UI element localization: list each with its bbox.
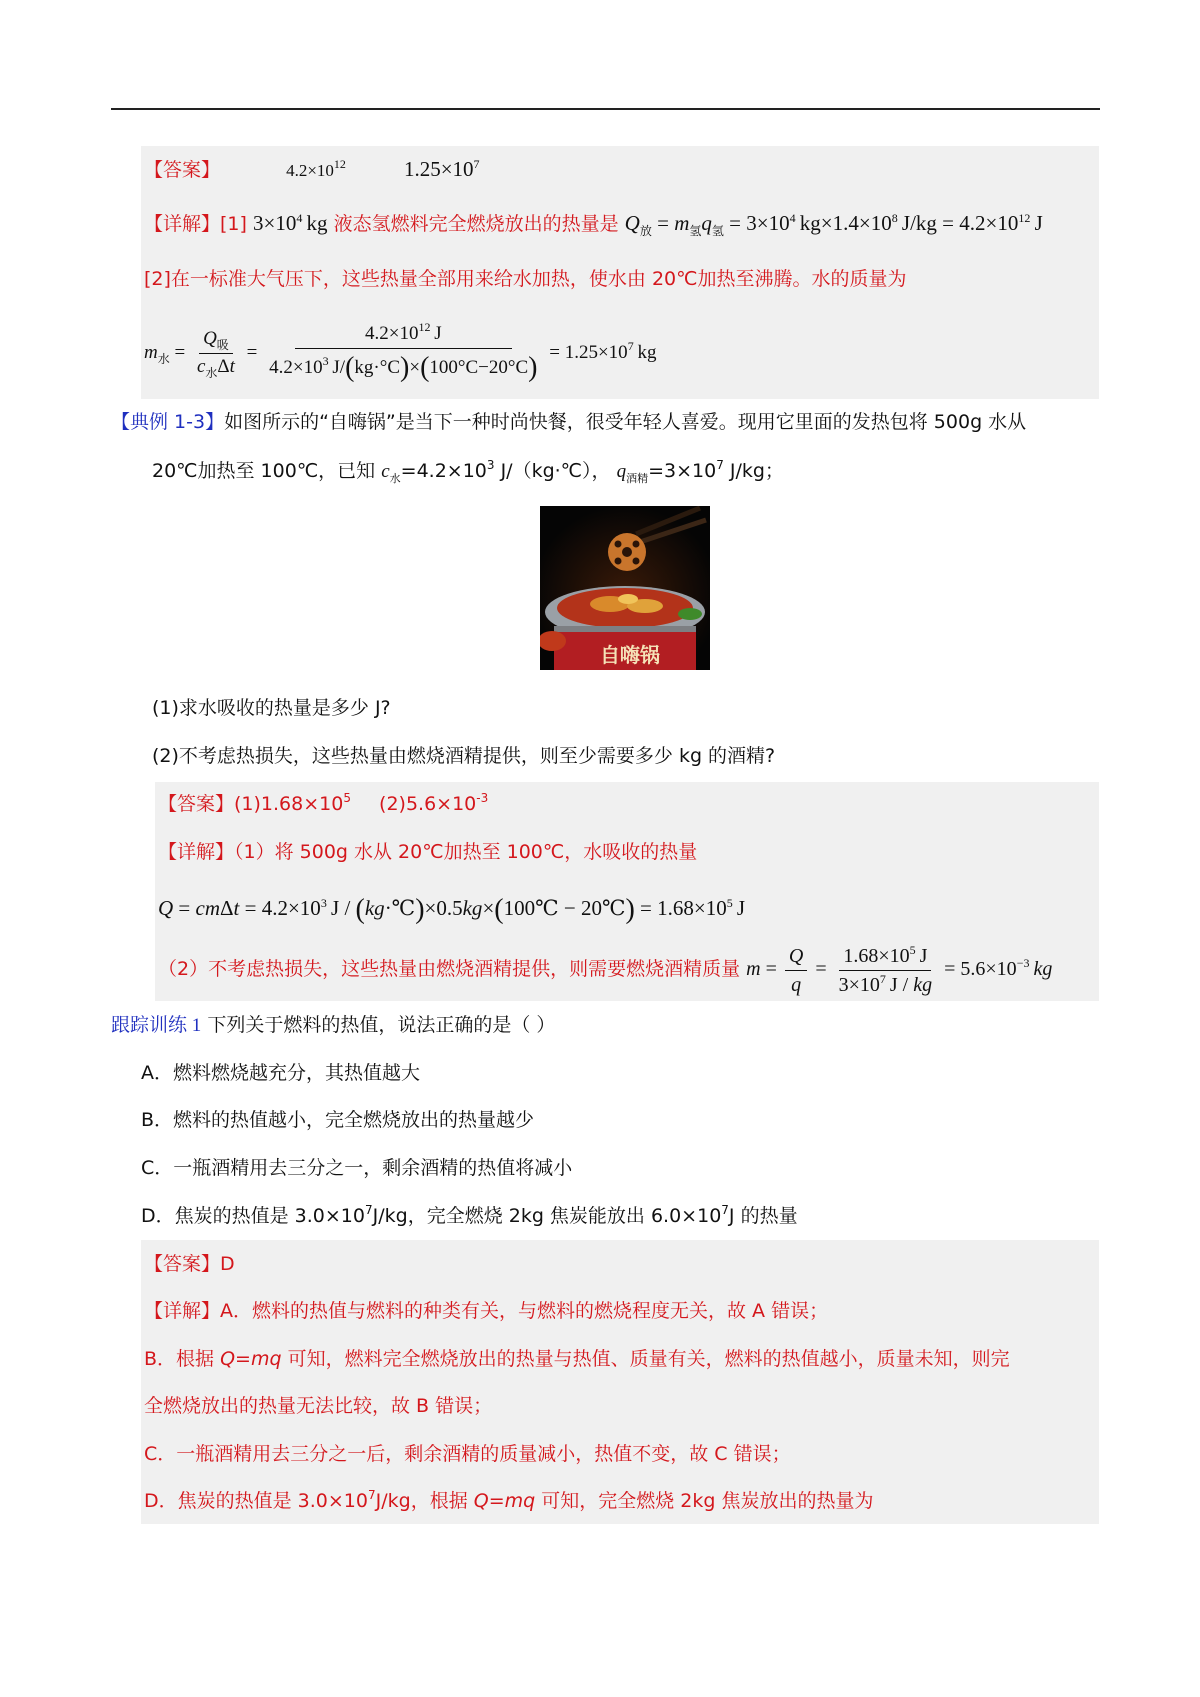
detail-3-b1: B．根据 Q=mq 可知，燃料完全燃烧放出的热量与热值、质量有关，燃料的热值越小，质量未知，则完 [144, 1348, 1010, 1370]
option-b: B．燃料的热值越小，完全燃烧放出的热量越少 [141, 1109, 535, 1131]
option-a: A．燃料燃烧越充分，其热值越大 [141, 1062, 420, 1084]
answer-line-2: 【答案】$(1)1.68\times 10^5$ $(2)5.6\times 10^{-3}$ [158, 791, 489, 815]
formula-water-mass: $m_水$ = $\frac{Q_吸}{c_水\Delta t}$ = $\frac{4.2\times 10^{12} J}{4.2\times 10^3 J/(kg\cdot^\circ C)\times(100^\circ C-20^\circ C)}$ = $1.25\times 10^7$ kg [144, 320, 657, 383]
option-d: D．焦炭的热值是 $3.0\times 10^7J/kg$，完全燃烧 2kg 焦炭能放出 $6.0\times 10^7J$ 的热量 [141, 1203, 798, 1227]
formula-heat-absorbed: $Q = cm\Delta t = 4.2\times 10^3$ J / (kg·℃)×0.5kg×(100℃ − 20℃) = $1.68\times 10^5$ J [158, 894, 746, 925]
question-2: (2)不考虑热损失，这些热量由燃烧酒精提供，则至少需要多少 kg 的酒精? [152, 745, 776, 767]
formula-mass-fuel: $3\times 10^4$ kg [252, 211, 328, 235]
answer-line-1 [144, 157, 480, 182]
example-1-3-line-1: 【典例 1-3】如图所示的“自嗨锅”是当下一种时尚快餐，很受年轻人喜爱。现用它里面的发热包将 500g 水从 [111, 411, 1027, 433]
detail-2-line-1: 【详解】（1）将 500g 水从 20℃加热至 100℃，水吸收的热量 [158, 841, 698, 863]
brand-text: 自嗨锅 [600, 643, 660, 667]
question-1: (1)求水吸收的热量是多少 J? [152, 697, 391, 719]
detail-3-b2: 全燃烧放出的热量无法比较，故 B 错误； [144, 1395, 493, 1417]
header-rule [111, 108, 1100, 110]
example-1-3-line-2: 20℃加热至 100℃，已知 $c_水=4.2\times 10^3$ J/（kg·℃）， $q_{酒精}=3\times 10^7$ J/kg； [152, 458, 784, 485]
detail-3-a: 【详解】A．燃料的热值与燃料的种类有关，与燃料的燃烧程度无关，故 A 错误； [144, 1300, 829, 1322]
answer-line-3: 【答案】D [144, 1253, 235, 1275]
hotpot-illustration [540, 506, 710, 670]
answer-box-3 [141, 1240, 1099, 1524]
zihaiguo-photo [540, 506, 710, 670]
option-c: C．一瓶酒精用去三分之一，剩余酒精的热值将减小 [141, 1157, 573, 1179]
detail-3-d: D．焦炭的热值是 $3.0\times 10^7J/kg$，根据 Q=mq 可知，完全燃烧 2kg 焦炭放出的热量为 [144, 1488, 874, 1512]
tracking-question: 跟踪训练 1 下列关于燃料的热值，说法正确的是（ ） [111, 1014, 556, 1036]
detail-3-c: C．一瓶酒精用去三分之一后，剩余酒精的质量减小，热值不变，故 C 错误； [144, 1443, 791, 1465]
answer-value-1: $4.2\times 10^{12}$ [286, 157, 346, 180]
answer-label: 【答案】 [144, 159, 221, 181]
tracking-label: 跟踪训练 1 [111, 1015, 202, 1036]
detail-2-line-2: （2）不考虑热损失，这些热量由燃烧酒精提供，则需要燃烧酒精质量 m = $\frac{Q}{q}$ = $\frac{1.68\times 10^5 J}{3\times 10^7 J / kg}$ = $5.6\times 10^{-3}$ kg [158, 943, 1053, 996]
formula-heat-released: $Q_放 = m_氢q_氢 = 3\times 10^4$ $kg\times 1.4\times 10^8$ $J/kg = 4.2\times 10^{12}$ J [624, 211, 1043, 238]
detail-line-1: 【详解】[1] $3\times 10^4$ kg 液态氢燃料完全燃烧放出的热量是 $Q_放 = m_氢q_氢 = 3\times 10^4$ $kg\times 1.4\times 10^8$ $J/kg = 4.2\times 10^{12}$ J [144, 211, 1043, 238]
answer-value-2: $1.25\times 10^7$ [403, 157, 480, 181]
detail-line-2: [2]在一标准大气压下，这些热量全部用来给水加热，使水由 20℃加热至沸腾。水的质量为 [144, 268, 907, 290]
example-label: 【典例 1-3】 [111, 411, 225, 433]
